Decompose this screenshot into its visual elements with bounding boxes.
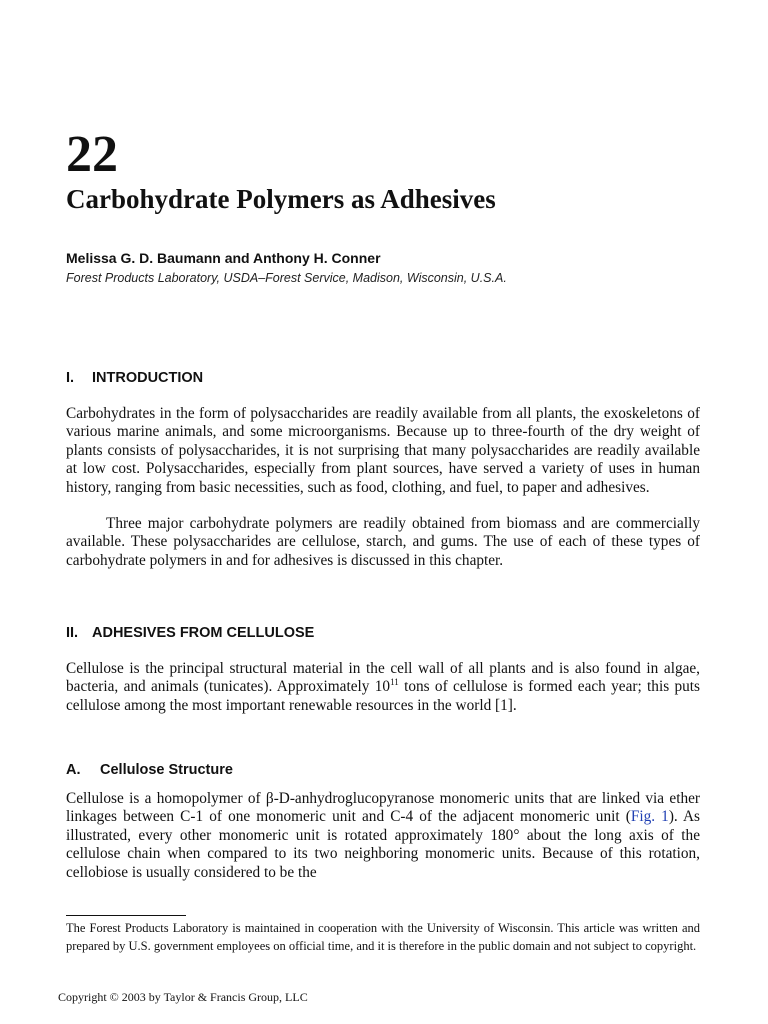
chapter-title: Carbohydrate Polymers as Adhesives [66, 184, 496, 214]
section-number: II. [66, 625, 79, 641]
cellulose-text-end: tons of cellulose is formed each year; this puts cellulose among the most important renewable resources in the world [1]. [66, 678, 700, 714]
section-title: INTRODUCTION [92, 370, 204, 386]
chapter-number: 22 [66, 126, 118, 183]
footnote: The Forest Products Laboratory is maintained in cooperation with the University of Wisconsin. This article was written and prepared by U.S. government employees on official time, and it is therefore in the public domain and not subject to copyright. [66, 921, 700, 953]
cellulose-paragraph [66, 660, 700, 715]
section-title: ADHESIVES FROM CELLULOSE [92, 625, 315, 641]
intro-paragraph-2: Three major carbohydrate polymers are readily obtained from biomass and are commercially available. These polysaccharides are cellulose, starch, and gums. The use of each of these types of carbohydrate polymers in and for adhesives is discussed in this chapter. [66, 515, 700, 569]
section-heading-introduction [66, 369, 203, 387]
structure-text-start: Cellulose is a homopolymer of β-D-anhydroglucopyranose monomeric units that are linked via ether linkages between C-1 of one monomeric unit and C-4 of the adjacent monomeric unit ( [66, 790, 700, 826]
section-number: I. [66, 370, 75, 386]
subsection-number: A. [66, 762, 81, 778]
figure-1-link[interactable]: Fig. 1 [630, 808, 669, 826]
structure-text-end: ). As illustrated, every other monomeric unit is rotated approximately 180° about the long axis of the cellulose chain when compared to its two neighboring monomeric units. Because of this rotation, cellobiose is usually considered to be the [66, 808, 701, 881]
section-heading-adhesives-from-cellulose [66, 624, 314, 642]
footnote-divider [66, 915, 186, 916]
exponent: 11 [390, 677, 399, 688]
author-affiliation: Forest Products Laboratory, USDA–Forest Service, Madison, Wisconsin, U.S.A. [66, 271, 507, 285]
cellulose-structure-paragraph [66, 790, 700, 882]
intro-paragraph-1: Carbohydrates in the form of polysaccharides are readily available from all plants, the exoskeletons of various marine animals, and some microorganisms. Because up to three-fourth of the dry weight of plants consists of polysaccharides, it is not surprising that many polysaccharides are readily available at low cost. Polysaccharides, especially from plant sources, have served a variety of uses in human history, ranging from basic necessities, such as food, clothing, and fuel, to paper and adhesives. [66, 405, 700, 496]
subsection-title: Cellulose Structure [100, 762, 233, 778]
subsection-heading-cellulose-structure [66, 761, 233, 779]
chapter-authors: Melissa G. D. Baumann and Anthony H. Conner [66, 250, 381, 266]
copyright-notice: Copyright © 2003 by Taylor & Francis Group, LLC [58, 990, 308, 1004]
cellulose-text-start: Cellulose is the principal structural material in the cell wall of all plants and is also found in algae, bacteria, and animals (tunicates). Approximately 10 [66, 660, 700, 696]
